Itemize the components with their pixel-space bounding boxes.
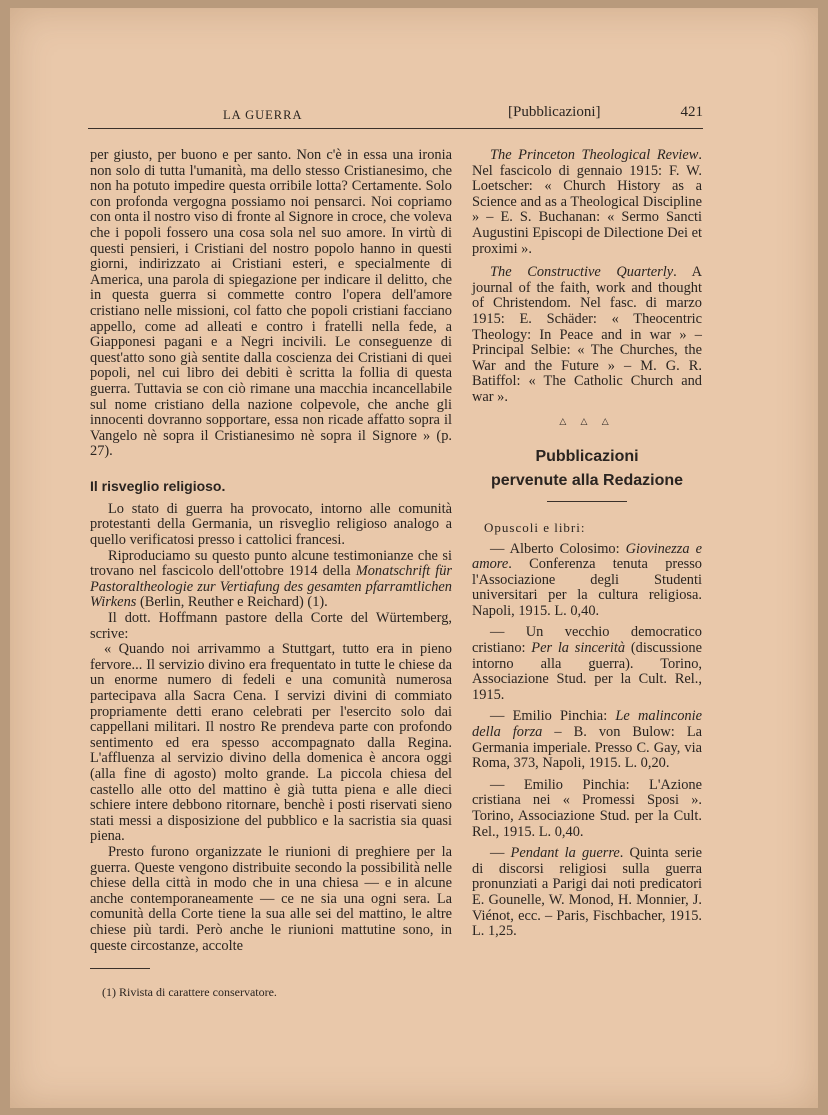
entry-details: . Quinta serie di discorsi religiosi sulla guerra pronunziati a Parigi dai noti predicatori E. Gounelle, W. Monod, H. Monnier, J. Viénot, ecc. – Paris, Fischbacher, 1915. L. 1,25. [472,845,702,940]
running-title: LA GUERRA [223,108,303,122]
list-item [472,709,702,771]
section-label: [Pubblicazioni] [508,104,601,120]
entry-title: Giovinezza e amore [472,540,702,573]
entry-title: Le malinconie della forza [472,708,702,741]
ornament-dots: △ △ △ [559,415,615,426]
entry-details: (discussione intorno alla guerra). Torino, Associazione Stud. per la Cult. Rel., 1915. [472,640,702,703]
page-number: 421 [680,104,703,120]
paragraph-2 [90,549,452,611]
list-item [472,625,702,703]
entry-dash: — [490,845,511,862]
section-title: Il risveglio religioso. [90,477,226,494]
entry-author: — Alberto Colosimo: [490,540,626,557]
footnote: (1) Rivista di carattere conservatore. [102,985,277,1000]
review-title: The Princeton Theological Review [490,147,699,163]
intro-paragraph: per giusto, per buono e per santo. Non c'è in essa una ironia non solo di tutta l'umanità, ma dello stesso Cristianesimo, che non ha potuto impedire questa orribile lotta? Certamente. Solo con profonda vergogna possiamo noi pensarci. Noi copriamo con onta il nostro viso di fronte al Signore in croce, che voleva che i popoli fossero una cosa sola nel suo amore. In virtù di questi pensieri, i Cristiani del nostro popolo hanno in questi giorni, indirizzato ai Cristiani esteri, e specialmente di America, una parola di spiegazione per indicare il delitto, che in questa guerra si commette contro l'opera dell'amore cristiano nelle missioni, col fatto che popoli cristiani facciano appello, come ad alleati e contro i fratelli nella fede, a Giapponesi pagani e a Negri incivili. Le conseguenze di quest'atto sono già sentite dalla coscienza dei Cristiani di quei popoli, nel cui libro dei debiti è scritta la follia di questa guerra. Tuttavia se con ciò rimane una macchia incancellabile sul nome cristiano della nazione colpevole, che anche gli innocenti dovranno sopportare, essa non ricade affatto sopra il Vangelo nè sopra il Cristianesimo nè sopra il Signore » (p. 27). [90,147,452,460]
left-column [90,148,452,1001]
list-item: — Emilio Pinchia: L'Azione cristiana nei « Promessi Sposi ». Torino, Associazione Stud. per la Cult. Rel., 1915. L. 0,40. [472,776,702,840]
review-text: . A journal of the faith, work and thought of Christendom. Nel fasc. di marzo 1915: E. Schäder: « Theocentric Theology: In Peace and in war » – Principal Selbie: « The Churches, the War and the Future » – M. G. R. Batiffol: « The Catholic Church and war ». [472,264,703,405]
list-item [472,846,702,940]
right-column [472,148,702,946]
page-header [88,100,703,130]
entry-details: – B. von Bulow: La Germania imperiale. Presso C. Gay, via Roma, 373, Napoli, 1915. L. 0,20. [472,724,702,772]
title-rule [547,501,627,502]
paragraph-1: Lo stato di guerra ha provocato, intorno alle comunità protestanti della Germania, un risveglio religioso analogo a quello verificatosi presso i cattolici francesi. [90,500,452,549]
list-item [472,542,702,620]
review-entry-constructive [472,265,702,405]
entry-details: . Conferenza tenuta presso l'Associazione degli Studenti universitari per la cultura religiosa. Napoli, 1915. L. 0,40. [472,556,702,619]
footnote-rule [90,968,150,969]
opuscoli-heading: Opuscoli e libri: [484,519,586,535]
quote-paragraph: « Quando noi arrivammo a Stuttgart, tutto era in pieno fervore... Il servizio divino era frequentato in tutte le chiese da un enorme numero di fedeli e una comunità numerosa partecipava alla Sacra Cena. I servizi divini di commiato propriamente detti erano celebrati per l'esercito solo dai cappellani militari. Il nostro Re prendeva parte con profondo sentimento ed era spesso accompagnato dalla Regina. L'affluenza al servizio divino della domenica è ancora oggi (alla fine di agosto) molto grande. La piccola chiesa del castello alle otto del mattino è già tutta piena e alle dieci schiere intere debbono ritornare, benchè i posti riservati sieno stati messi a disposizione del pubblico e la sacristia sia quasi piena. [90,641,452,845]
paragraph-5: Presto furono organizzate le riunioni di preghiere per la guerra. Queste vengono distribuite secondo la possibilità nelle chiese della città in modo che in una chiesa — e in alcune anche contemporaneamente — ce ne sia una ogni sera. La comunità della Corte tiene la sua alle sei del mattino, le altre chiese più tardi. Però anche le riunioni mattutine sono, in queste circostanze, accolte [90,843,452,954]
review-text: . Nel fascicolo di gennaio 1915: F. W. Loetscher: « Church History as a Science and as a Theological Discipline » – E. S. Buchanan: « Sermo Sancti Augustini Episcopi de Dilectione Dei et proximi ». [472,147,702,257]
publications-title-1: Pubblicazioni [535,447,639,465]
header-rule [88,128,703,129]
entry-author: — Emilio Pinchia: [490,708,616,725]
review-title: The Constructive Quarterly [490,264,674,281]
entry-title: Per la sincerità [531,640,626,657]
publications-title-2: pervenute alla Redazione [490,471,684,489]
p2-text-after: (Berlin, Reuther e Reichard) (1). [136,594,328,611]
p2-text-before: Riproduciamo su questo punto alcune testimonianze che si trovano nel fascicolo dell'ottobre 1914 della [90,547,452,580]
review-entry-princeton [472,148,702,257]
journal-title: Monatschrift für Pastoraltheologie zur Vertiafung des gesamten pfarramtlichen Wirkens [90,563,452,611]
entry-title: Pendant la guerre [510,845,620,862]
paragraph-3: Il dott. Hoffmann pastore della Corte del Würtemberg, scrive: [90,610,452,642]
entry-author: — Un vecchio democratico cristiano: [472,624,702,657]
